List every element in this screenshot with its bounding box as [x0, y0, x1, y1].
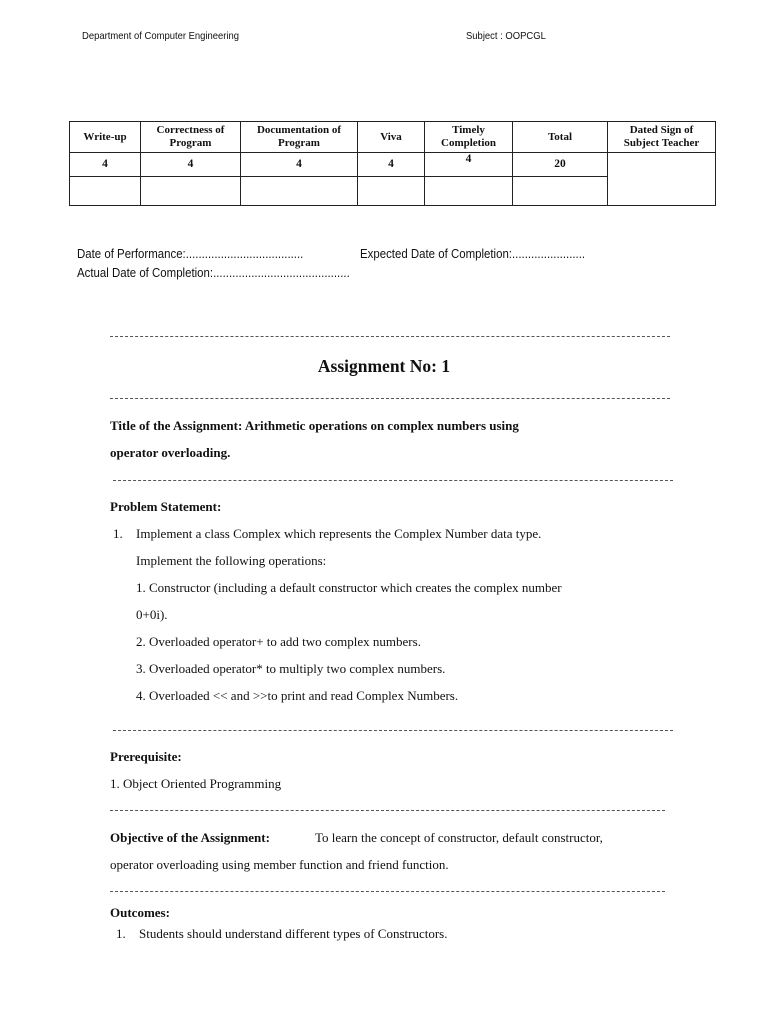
operation-1-cont: 0+0i).	[136, 607, 168, 622]
obtained-documentation	[241, 177, 358, 206]
separator	[110, 336, 670, 337]
objective-text-line1: To learn the concept of constructor, default constructor,	[315, 830, 603, 845]
problem-line1: Implement a class Complex which represents the Complex Number data type.	[136, 526, 542, 541]
header-timely-completion: Timely Completion	[425, 122, 513, 153]
max-writeup: 4	[70, 153, 141, 177]
assignment-title-line1: Title of the Assignment: Arithmetic operations on complex numbers using	[110, 418, 519, 433]
marks-table	[69, 121, 716, 206]
separator	[110, 810, 665, 811]
prerequisite-heading: Prerequisite:	[110, 749, 182, 764]
obtained-total	[513, 177, 608, 206]
header-dated-sign: Dated Sign of Subject Teacher	[608, 122, 716, 153]
header-documentation: Documentation of Program	[241, 122, 358, 153]
actual-date: Actual Date of Completion:...........................................	[77, 265, 350, 280]
obtained-writeup	[70, 177, 141, 206]
problem-heading: Problem Statement:	[110, 499, 222, 514]
max-documentation: 4	[241, 153, 358, 177]
separator	[110, 398, 670, 399]
marks-header-row	[70, 122, 716, 153]
max-correctness: 4	[141, 153, 241, 177]
obtained-timely	[425, 177, 513, 206]
max-marks-row	[70, 153, 716, 177]
problem-line2: Implement the following operations:	[136, 553, 327, 568]
subject-code: Subject : OOPCGL	[466, 30, 546, 42]
expected-date: Expected Date of Completion:.......................	[360, 246, 586, 261]
department-name: Department of Computer Engineering	[82, 30, 240, 42]
header-total: Total	[513, 122, 608, 153]
max-viva: 4	[358, 153, 425, 177]
date-of-performance: Date of Performance:.....................................	[77, 246, 304, 261]
operation-1: 1. Constructor (including a default constructor which creates the complex number	[136, 580, 562, 595]
header-viva: Viva	[358, 122, 425, 153]
operation-3: 3. Overloaded operator* to multiply two complex numbers.	[136, 661, 446, 676]
header-writeup: Write-up	[70, 122, 141, 153]
outcomes-heading: Outcomes:	[110, 905, 170, 920]
max-timely: 4	[425, 153, 513, 177]
prerequisite-item: 1. Object Oriented Programming	[110, 776, 282, 791]
max-total: 20	[513, 153, 608, 177]
problem-item-number: 1.	[113, 526, 123, 541]
separator	[110, 891, 665, 892]
operation-4: 4. Overloaded << and >>to print and read Complex Numbers.	[136, 688, 459, 703]
outcome-1: Students should understand different types of Constructors.	[139, 926, 448, 941]
assignment-title-line2: operator overloading.	[110, 445, 231, 460]
separator	[113, 730, 673, 731]
assignment-title: Assignment No: 1	[317, 356, 451, 376]
separator	[113, 480, 673, 481]
outcome-number: 1.	[116, 926, 126, 941]
operation-2: 2. Overloaded operator+ to add two complex numbers.	[136, 634, 421, 649]
sign-cell	[608, 153, 716, 206]
header-correctness: Correctness of Program	[141, 122, 241, 153]
objective-heading: Objective of the Assignment:	[110, 830, 270, 845]
objective-text-line2: operator overloading using member function and friend function.	[110, 857, 449, 872]
obtained-viva	[358, 177, 425, 206]
obtained-correctness	[141, 177, 241, 206]
